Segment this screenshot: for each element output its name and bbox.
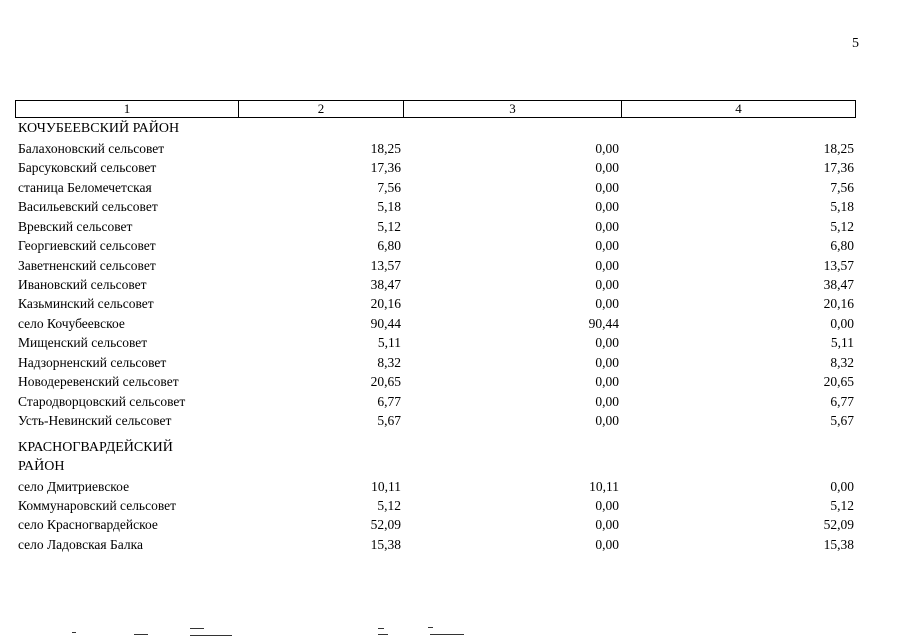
row-value-col-3: 0,00: [595, 160, 619, 176]
scan-mark: [190, 635, 232, 636]
row-value-col-3: 90,44: [588, 315, 619, 331]
row-value-col-2: 18,25: [370, 141, 401, 156]
table-row: [18, 314, 856, 333]
row-value-col-3: 0,00: [595, 296, 619, 312]
table-row: [18, 158, 856, 177]
row-name: село Кочубеевское: [18, 315, 125, 331]
table-row: [18, 496, 856, 515]
row-value-col-3: 0,00: [595, 517, 619, 533]
row-value-col-3: 0,00: [595, 374, 619, 390]
column-header-3: 3: [404, 101, 622, 117]
row-name: село Красногвардейское: [18, 517, 158, 533]
row-value-col-2: 7,56: [377, 179, 401, 195]
row-value-col-2: 5,67: [377, 413, 401, 429]
row-value-col-2: 20,16: [370, 296, 401, 312]
row-value-col-3: 0,00: [595, 393, 619, 409]
table-row: [18, 333, 856, 352]
scan-mark: [378, 628, 384, 629]
row-value-col-2: 15,38: [370, 536, 401, 552]
row-value-col-2: 13,57: [370, 257, 401, 273]
table-row: [18, 178, 856, 197]
row-value-col-4: 20,16: [823, 296, 854, 312]
table-row: [18, 535, 856, 554]
section-title-line-1: КРАСНОГВАРДЕЙСКИЙ: [18, 440, 173, 455]
row-value-col-4: 0,00: [830, 479, 854, 494]
column-header-1: 1: [16, 101, 239, 117]
row-value-col-2: 38,47: [370, 277, 401, 292]
table-row: [18, 392, 856, 411]
row-value-col-2: 5,12: [377, 218, 401, 234]
row-value-col-4: 20,65: [823, 374, 854, 390]
row-value-col-3: 0,00: [595, 179, 619, 195]
row-name: Георгиевский сельсовет: [18, 238, 156, 254]
row-value-col-4: 52,09: [823, 517, 854, 533]
row-value-col-4: 18,25: [823, 141, 854, 156]
row-value-col-3: 0,00: [595, 238, 619, 254]
row-value-col-4: 5,11: [830, 335, 854, 351]
row-name: Казьминский сельсовет: [18, 296, 154, 312]
table-row: [18, 256, 856, 275]
row-name: Балахоновский сельсовет: [18, 141, 165, 156]
row-value-col-3: 0,00: [595, 354, 619, 370]
table-row: [18, 294, 856, 313]
row-name: Надзорненский сельсовет: [18, 354, 167, 370]
row-name: село Ладовская Балка: [18, 536, 143, 552]
section-title-line-2: РАЙОН: [18, 459, 65, 474]
row-value-col-4: 5,12: [830, 218, 854, 234]
column-header-2: 2: [239, 101, 404, 117]
row-value-col-4: 38,47: [823, 277, 854, 292]
row-name: село Дмитриевское: [18, 479, 130, 494]
row-value-col-3: 0,00: [595, 498, 619, 514]
row-value-col-2: 52,09: [370, 517, 401, 533]
row-value-col-2: 6,77: [377, 393, 401, 409]
table-row: [18, 139, 856, 158]
table-row: [18, 477, 856, 496]
section-title-krasnogvardeisky: [18, 438, 218, 476]
row-name: Усть-Невинский сельсовет: [18, 413, 172, 429]
table-row: [18, 411, 856, 430]
row-value-col-2: 5,11: [377, 335, 401, 351]
column-header-4: 4: [735, 101, 742, 116]
table-row: [18, 275, 856, 294]
row-value-col-2: 90,44: [370, 315, 401, 331]
row-name: Барсуковский сельсовет: [18, 160, 157, 176]
row-value-col-3: 0,00: [595, 199, 619, 215]
row-value-col-2: 6,80: [377, 238, 401, 254]
table-header-row: [15, 100, 856, 118]
row-value-col-4: 17,36: [823, 160, 854, 176]
row-value-col-4: 6,80: [830, 238, 854, 254]
scan-mark: [428, 627, 433, 628]
table-row: [18, 372, 856, 391]
row-value-col-3: 0,00: [595, 335, 619, 351]
row-value-col-3: 0,00: [595, 536, 619, 552]
scan-mark: [378, 634, 388, 635]
table-row: [18, 353, 856, 372]
row-value-col-3: 0,00: [595, 277, 619, 292]
row-value-col-4: 5,67: [830, 413, 854, 429]
row-value-col-3: 0,00: [595, 218, 619, 234]
row-name: Мищенский сельсовет: [18, 335, 148, 351]
row-value-col-4: 5,12: [830, 498, 854, 514]
row-name: Коммунаровский сельсовет: [18, 498, 177, 514]
row-value-col-3: 0,00: [595, 257, 619, 273]
page-number: 5: [852, 36, 859, 51]
scan-mark: [72, 632, 76, 633]
row-name: Вревский сельсовет: [18, 218, 133, 234]
table-row: [18, 197, 856, 216]
row-value-col-4: 0,00: [830, 315, 854, 331]
row-value-col-2: 5,18: [377, 199, 401, 215]
row-value-col-3: 10,11: [589, 479, 619, 494]
table-row: [18, 217, 856, 236]
row-value-col-4: 13,57: [823, 257, 854, 273]
scan-mark: [430, 634, 464, 635]
table-row: [18, 515, 856, 534]
row-name: станица Беломечетская: [18, 179, 152, 195]
scan-mark: [190, 628, 204, 629]
row-value-col-2: 5,12: [377, 498, 401, 514]
row-name: Новодеревенский сельсовет: [18, 374, 179, 390]
row-value-col-4: 8,32: [830, 354, 854, 370]
row-value-col-3: 0,00: [595, 141, 619, 156]
row-value-col-4: 15,38: [823, 536, 854, 552]
scan-mark: [134, 634, 148, 635]
row-name: Стародворцовский сельсовет: [18, 393, 186, 409]
row-value-col-4: 7,56: [830, 179, 854, 195]
row-name: Ивановский сельсовет: [18, 277, 147, 292]
section-title-kochubeevsky: КОЧУБЕЕВСКИЙ РАЙОН: [18, 121, 180, 136]
table-row: [18, 236, 856, 255]
row-name: Васильевский сельсовет: [18, 199, 158, 215]
row-value-col-4: 5,18: [830, 199, 854, 215]
row-value-col-2: 17,36: [370, 160, 401, 176]
row-value-col-2: 20,65: [370, 374, 401, 390]
row-value-col-2: 8,32: [377, 354, 401, 370]
row-name: Заветненский сельсовет: [18, 257, 156, 273]
row-value-col-4: 6,77: [830, 393, 854, 409]
row-value-col-3: 0,00: [595, 413, 619, 429]
row-value-col-2: 10,11: [371, 479, 401, 494]
